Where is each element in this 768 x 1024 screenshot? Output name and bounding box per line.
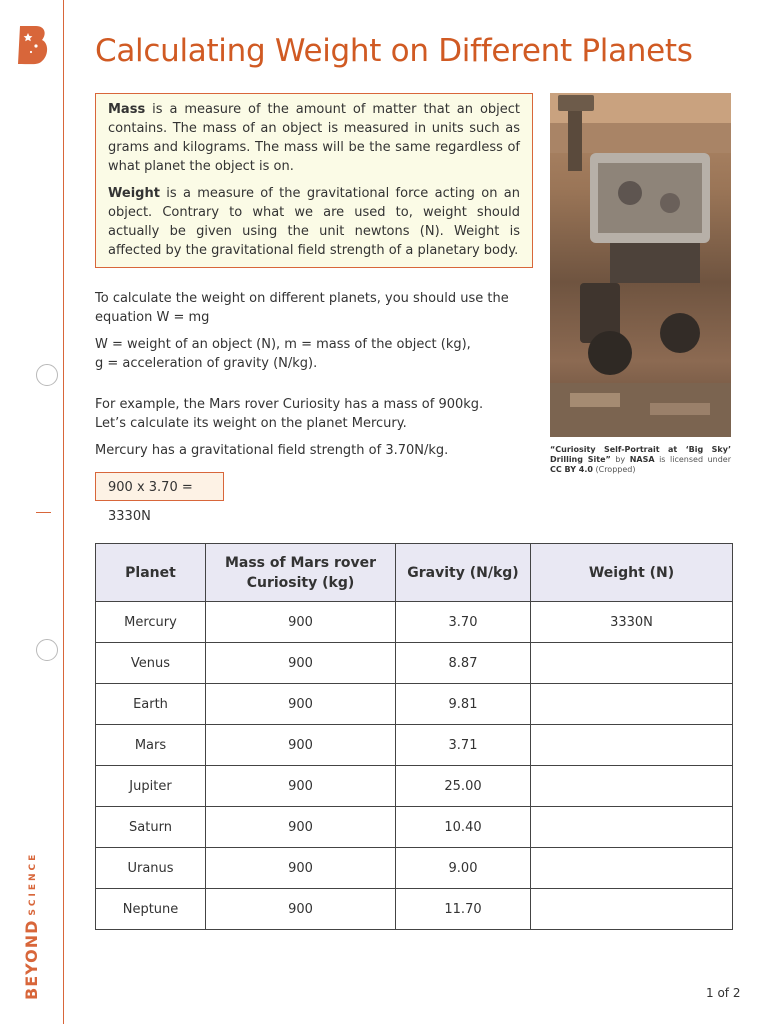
credit-by: by — [610, 455, 630, 464]
cell-planet: Earth — [96, 684, 206, 725]
cell-planet: Mars — [96, 725, 206, 766]
binder-hole-bottom — [36, 639, 58, 661]
mass-definition — [108, 100, 520, 176]
weight-text: is a measure of the gravitational force acting on an object. Contrary to what we are used to, weight should actually be given using the unit newtons (N). Weight is affected by the gravitational field strength of a planetary body. — [108, 186, 520, 258]
cell-mass: 900 — [206, 725, 396, 766]
fold-mark — [36, 512, 51, 513]
credit-note: (Cropped) — [592, 465, 636, 474]
cell-gravity: 10.40 — [396, 807, 531, 848]
table-row — [96, 684, 733, 725]
table-header-row — [96, 544, 733, 602]
cell-weight[interactable] — [531, 848, 733, 889]
credit-title: “Curiosity Self-Portrait at ‘Big Sky’ Drilling Site” — [550, 445, 731, 464]
variable-line-1: W = weight of an object (N), m = mass of the object (kg), — [95, 337, 471, 352]
table-row — [96, 807, 733, 848]
weight-term: Weight — [108, 186, 160, 201]
variable-definitions — [95, 335, 540, 373]
curiosity-rover-photo — [550, 93, 731, 437]
cell-mass: 900 — [206, 848, 396, 889]
mass-text: is a measure of the amount of matter that an object contains. The mass of an object is measured in units such as grams and kilograms. The mass will be the same regardless of what planet the object is on. — [108, 102, 520, 174]
example-line-2: Let’s calculate its weight on the planet Mercury. — [95, 416, 407, 431]
binder-hole-top — [36, 364, 58, 386]
mass-term: Mass — [108, 102, 146, 117]
cell-gravity: 11.70 — [396, 889, 531, 930]
cell-weight[interactable] — [531, 807, 733, 848]
cell-mass: 900 — [206, 889, 396, 930]
cell-planet: Neptune — [96, 889, 206, 930]
page-title: Calculating Weight on Different Planets — [95, 33, 693, 69]
cell-weight[interactable]: 3330N — [531, 602, 733, 643]
table-row — [96, 848, 733, 889]
cell-planet: Venus — [96, 643, 206, 684]
cell-planet: Uranus — [96, 848, 206, 889]
cell-weight[interactable] — [531, 725, 733, 766]
cell-weight[interactable] — [531, 684, 733, 725]
cell-mass: 900 — [206, 807, 396, 848]
mercury-gravity-text: Mercury has a gravitational field strength of 3.70N/kg. — [95, 443, 449, 458]
table-row — [96, 643, 733, 684]
cell-mass: 900 — [206, 643, 396, 684]
table-row — [96, 725, 733, 766]
cell-gravity: 3.70 — [396, 602, 531, 643]
cell-gravity: 8.87 — [396, 643, 531, 684]
header-planet: Planet — [96, 544, 206, 602]
example-line-1: For example, the Mars rover Curiosity has a mass of 900kg. — [95, 397, 484, 412]
cell-planet: Mercury — [96, 602, 206, 643]
variable-line-2: g = acceleration of gravity (N/kg). — [95, 356, 318, 371]
table-row — [96, 602, 733, 643]
cell-gravity: 3.71 — [396, 725, 531, 766]
planet-weight-table — [95, 543, 733, 930]
example-text — [95, 395, 540, 433]
beyond-b-star-icon — [14, 24, 50, 66]
cell-mass: 900 — [206, 602, 396, 643]
cell-planet: Saturn — [96, 807, 206, 848]
photo-credit — [550, 445, 731, 475]
equation-intro: To calculate the weight on different planets, you should use the equation W = mg — [95, 291, 509, 325]
definition-box — [95, 93, 533, 268]
cell-weight[interactable] — [531, 643, 733, 684]
cell-weight[interactable] — [531, 889, 733, 930]
margin-line — [63, 0, 64, 1024]
credit-license: CC BY 4.0 — [550, 465, 593, 474]
table-row — [96, 889, 733, 930]
rover-illustration — [550, 93, 731, 437]
cell-planet: Jupiter — [96, 766, 206, 807]
cell-mass: 900 — [206, 684, 396, 725]
cell-mass: 900 — [206, 766, 396, 807]
weight-definition — [108, 184, 520, 260]
table-row — [96, 766, 733, 807]
header-weight: Weight (N) — [531, 544, 733, 602]
header-mass: Mass of Mars rover Curiosity (kg) — [206, 544, 396, 602]
brand-word-beyond: BEYOND — [22, 919, 41, 1000]
brand-wordmark — [22, 852, 41, 1000]
cell-gravity: 9.81 — [396, 684, 531, 725]
header-gravity: Gravity (N/kg) — [396, 544, 531, 602]
credit-license-text: is licensed under — [654, 455, 731, 464]
credit-author: NASA — [629, 455, 655, 464]
brand-word-science: SCIENCE — [28, 851, 38, 916]
calculation-box: 900 x 3.70 = 3330N — [95, 472, 224, 501]
page-number: 1 of 2 — [706, 986, 741, 1000]
cell-gravity: 9.00 — [396, 848, 531, 889]
cell-gravity: 25.00 — [396, 766, 531, 807]
cell-weight[interactable] — [531, 766, 733, 807]
